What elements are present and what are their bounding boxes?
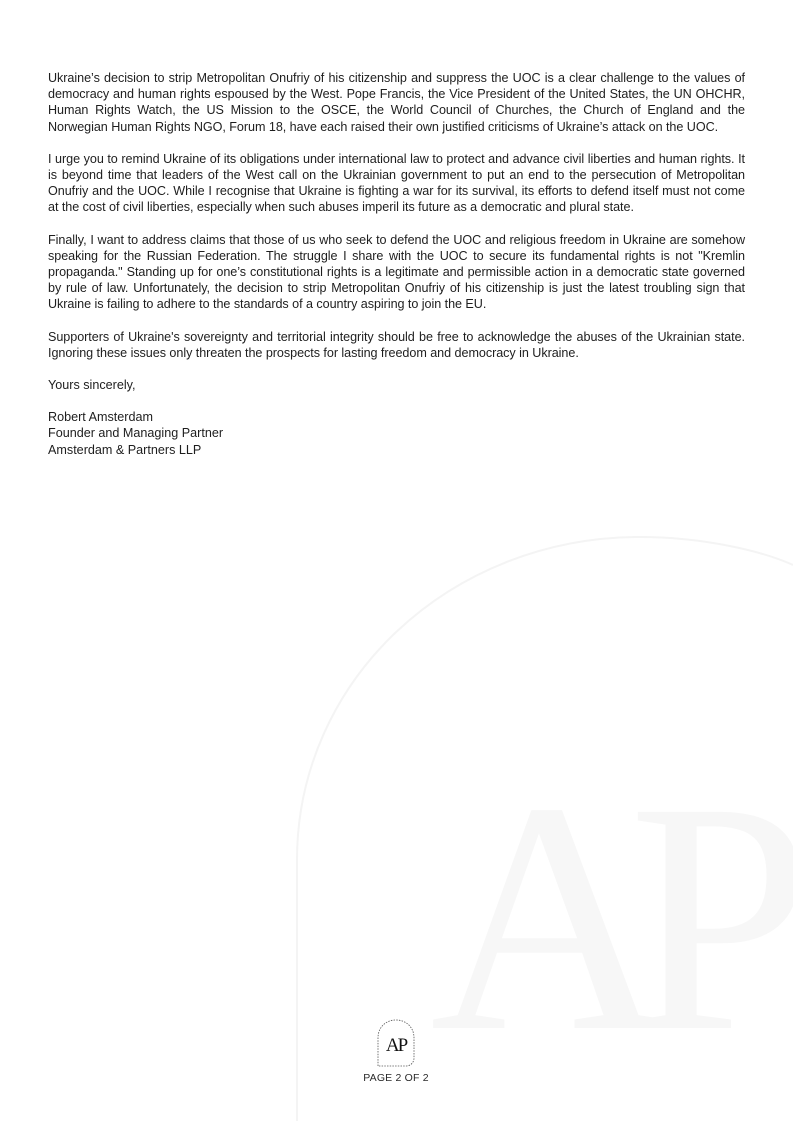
signature-block [48, 409, 745, 458]
closing-salutation: Yours sincerely, [48, 378, 136, 393]
paragraph-2: I urge you to remind Ukraine of its obligations under international law to protect and advance civil liberties and human rights. It is beyond time that leaders of the West call on the Ukrainian government to put an end to the persecution of Metropolitan Onufriy and the UOC. While I recognise that Ukraine is fighting a war for its survival, its efforts to defend itself must not come at the cost of civil liberties, especially when such abuses imperil its future as a democratic and plural state. [48, 151, 745, 215]
letter-body [48, 70, 745, 458]
signatory-title: Founder and Managing Partner [48, 426, 224, 441]
paragraph-4: Supporters of Ukraine's sovereignty and territorial integrity should be free to acknowledge the abuses of the Ukrainian state. Ignoring these issues only threaten the prospects for lasting freedom and democracy in Ukraine. [48, 329, 745, 360]
signatory-firm: Amsterdam & Partners LLP [48, 442, 202, 457]
paragraph-3: Finally, I want to address claims that those of us who seek to defend the UOC and religious freedom in Ukraine are somehow speaking for the Russian Federation. The struggle I share with the UOC to secure its fundamental rights is not "Kremlin propaganda." Standing up for one’s constitutional rights is a legitimate and permissible action in a democratic state governed by rule of law. Unfortunately, the decision to strip Metropolitan Onufriy of his citizenship is just the latest troubling sign that Ukraine is failing to adhere to the standards of a country aspiring to join the EU. [48, 232, 745, 312]
page-footer [346, 1018, 446, 1084]
svg-text:AP: AP [385, 1035, 407, 1056]
ap-logo-icon [376, 1018, 416, 1068]
watermark-letters: AP [430, 735, 772, 1100]
paragraph-1: Ukraine’s decision to strip Metropolitan Onufriy of his citizenship and suppress the UOC is a clear challenge to the values of democracy and human rights espoused by the West. Pope Francis, the Vice President of the United States, the UN OHCHR, Human Rights Watch, the US Mission to the OSCE, the World Council of Churches, the Church of England and the Norwegian Human Rights NGO, Forum 18, have each raised their own justified criticisms of Ukraine’s attack on the UOC. [48, 71, 745, 134]
page-number: PAGE 2 OF 2 [363, 1072, 429, 1084]
signatory-name: Robert Amsterdam [48, 410, 153, 425]
